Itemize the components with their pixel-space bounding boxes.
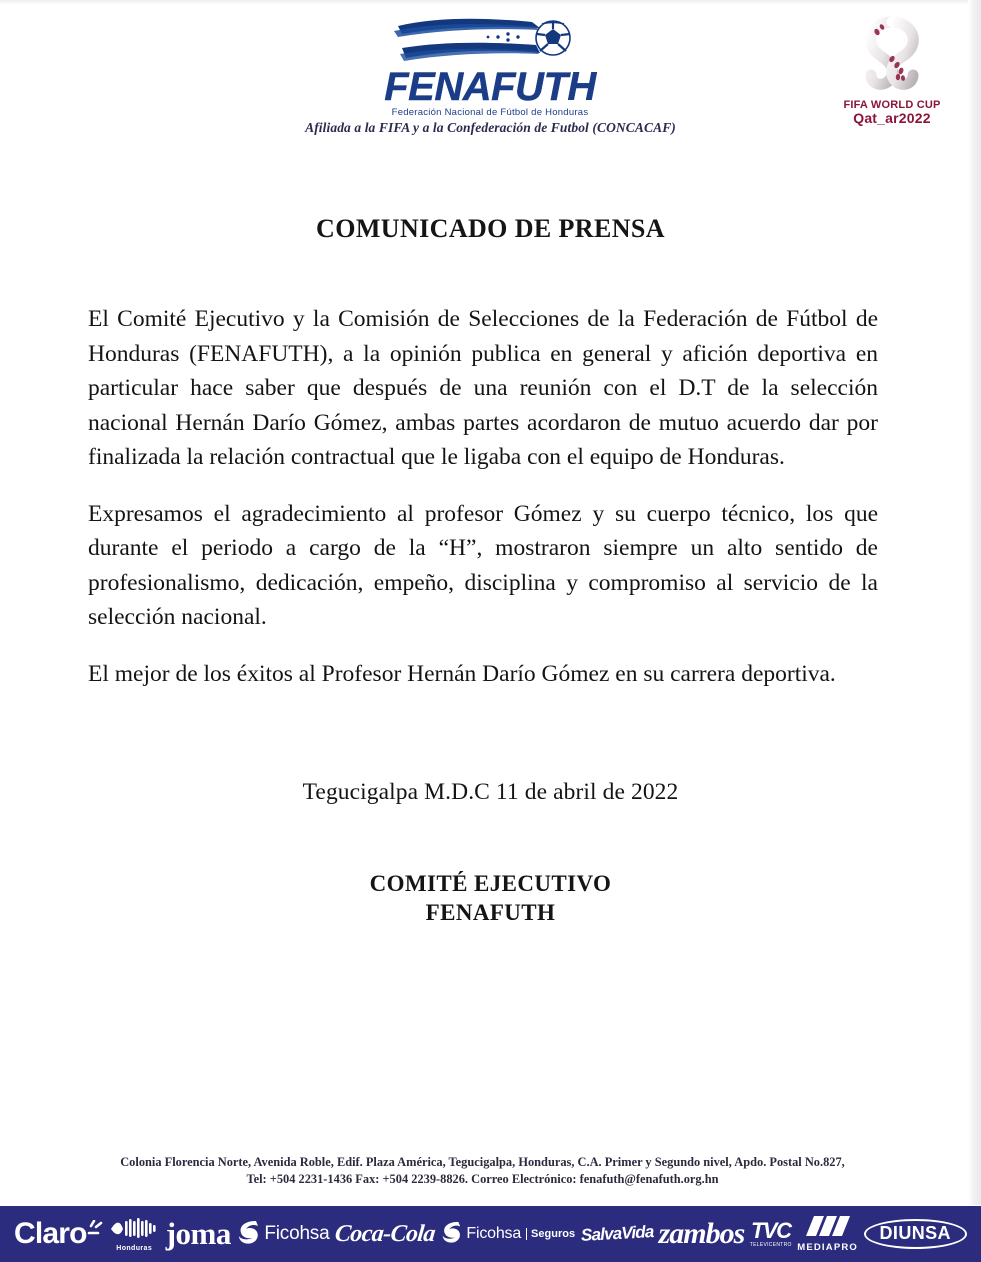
page-title: COMUNICADO DE PRENSA <box>316 214 665 243</box>
honduras-label: Honduras <box>116 1245 153 1252</box>
sponsor-zambos <box>659 1212 745 1256</box>
ficohsa-leaf-icon <box>236 1218 260 1251</box>
sponsor-ficohsa <box>236 1212 329 1256</box>
signature-block <box>0 869 981 927</box>
tvc-sublabel: TELEVICENTRO <box>749 1242 792 1248</box>
coca-cola-wordmark: Coca-Cola <box>333 1220 437 1247</box>
tvc-wordmark: TVC <box>750 1218 791 1243</box>
paragraph-2: Expresamos el agradecimiento al profesor Gómez y su cuerpo técnico, los que durante el periodo a cargo de la “H”, mostraron siempre un alto sentido de profesionalismo, dedicación, empeño, disciplina y compromiso al servicio de la selección nacional. <box>88 500 878 630</box>
sponsor-tvc <box>750 1212 792 1256</box>
scan-edge-right <box>968 0 981 1205</box>
sponsor-bar <box>0 1206 981 1262</box>
sponsor-joma <box>166 1212 231 1256</box>
ficohsa-seguros-wordmark: Ficohsa <box>466 1225 522 1242</box>
affiliation-line: Afiliada a la FIFA y a la Confederación de Futbol (CONCACAF) <box>305 120 676 135</box>
joma-wordmark: joma <box>165 1216 231 1251</box>
claro-burst-icon <box>87 1214 103 1234</box>
zambos-wordmark: zambos <box>658 1217 745 1250</box>
fifa-world-cup-qatar-2022-emblem-icon <box>852 12 932 98</box>
sponsor-claro <box>14 1212 103 1256</box>
sponsor-coca-cola <box>333 1212 438 1256</box>
world-cup-edition: Qat_ar2022 <box>853 110 931 126</box>
honduras-brand-icon <box>108 1216 160 1244</box>
footer-contact-info <box>0 1154 965 1188</box>
ficohsa-seguros-sublabel: Seguros <box>526 1228 575 1240</box>
mediapro-wordmark: MEDIAPRO <box>797 1241 859 1253</box>
signature-committee: COMITÉ EJECUTIVO <box>369 871 612 896</box>
paragraph-3: El mejor de los éxitos al Profesor Hernán Darío Gómez en su carrera deportiva. <box>88 660 836 687</box>
diunsa-wordmark: DIUNSA <box>864 1219 967 1249</box>
sponsor-diunsa <box>864 1212 967 1256</box>
salvavida-swoosh-icon <box>580 1253 657 1262</box>
footer-address: Colonia Florencia Norte, Avenida Roble, Edif. Plaza América, Tegucigalpa, Honduras, C.A. Primer y Segundo nivel, Apdo. Postal No.827, <box>120 1155 845 1169</box>
paragraph-1: El Comité Ejecutivo y la Comisión de Selecciones de la Federación de Fútbol de Honduras (FENAFUTH), a la opinión publica en general y afición deportiva en particular hace saber que después de una reunión con el D.T de la selección nacional Hernán Darío Gómez, ambas partes acordaron de mutuo acuerdo dar por finalizada la relación contractual que le ligaba con el equipo de Honduras. <box>88 306 878 470</box>
sponsor-mediapro <box>797 1212 858 1256</box>
salvavida-wordmark: SalvaVida <box>580 1222 654 1245</box>
ficohsa-seguros-leaf-icon <box>440 1219 462 1250</box>
fifa-world-cup-logo <box>822 12 962 126</box>
fenafuth-wordmark: FENAFUTH <box>384 65 596 109</box>
dateline: Tegucigalpa M.D.C 11 de abril de 2022 <box>302 779 679 805</box>
fenafuth-tagline: Federación Nacional de Fútbol de Honduras <box>391 107 589 118</box>
sponsor-salva-vida <box>579 1210 654 1258</box>
fenafuth-logo <box>300 14 680 118</box>
document-body <box>88 302 878 691</box>
footer-phone-email: Tel: +504 2231-1436 Fax: +504 2239-8826. Correo Electrónico: fenafuth@fenafuth.org.hn <box>246 1172 719 1186</box>
sponsor-ficohsa-seguros <box>440 1212 575 1256</box>
mediapro-slashes-icon <box>806 1216 850 1240</box>
claro-wordmark: Claro <box>14 1217 87 1250</box>
world-cup-title: FIFA WORLD CUP <box>843 99 941 111</box>
document-header <box>0 0 981 168</box>
signature-organization: FENAFUTH <box>425 900 556 925</box>
sponsor-honduras <box>108 1212 160 1256</box>
ficohsa-wordmark: Ficohsa <box>264 1223 330 1244</box>
honduras-flag-swoosh-soccer-ball-icon <box>390 14 590 66</box>
